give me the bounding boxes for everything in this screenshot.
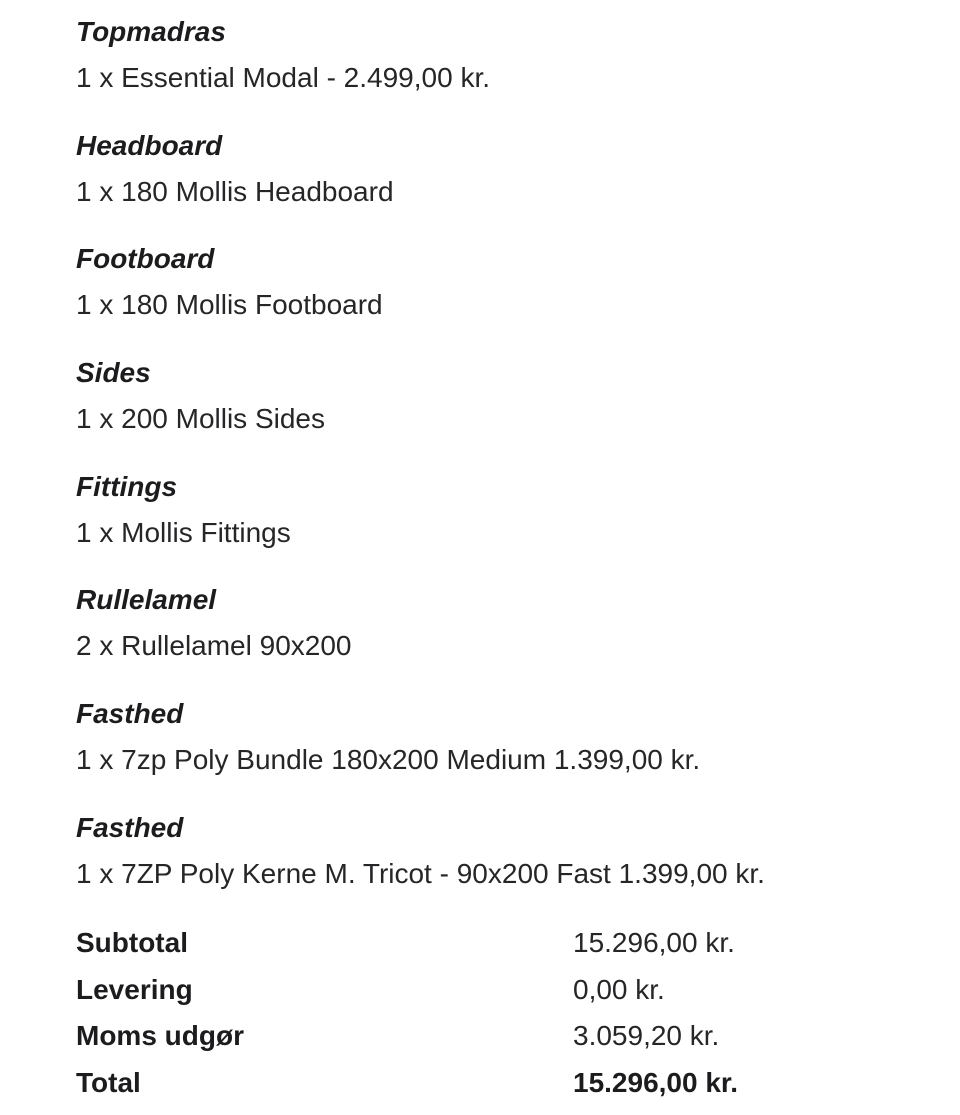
order-line-item: 1 x 7ZP Poly Kerne M. Tricot - 90x200 Fast 1.399,00 kr.: [76, 857, 765, 889]
order-line-item: 1 x 180 Mollis Footboard: [76, 289, 383, 321]
total-value: 15.296,00 kr.: [573, 1066, 739, 1098]
order-section-rullelamel: [76, 581, 936, 695]
order-line-item: 1 x 200 Mollis Sides: [76, 403, 326, 435]
order-section-fasthed-2: [76, 809, 936, 923]
section-title: Footboard: [76, 243, 215, 275]
total-row: [76, 1060, 936, 1107]
order-section-footboard: [76, 240, 936, 354]
order-line-item: 1 x 7zp Poly Bundle 180x200 Medium 1.399,00 kr.: [76, 744, 701, 776]
order-line-item: 2 x Rullelamel 90x200: [76, 630, 352, 662]
vat-value: 3.059,20 kr.: [573, 1020, 720, 1052]
section-title: Headboard: [76, 129, 223, 161]
subtotal-row: [76, 920, 936, 967]
order-section-sides: [76, 354, 936, 468]
order-section-headboard: [76, 127, 936, 241]
order-section-fittings: [76, 468, 936, 582]
order-section-topmadras: [76, 13, 936, 127]
delivery-row: [76, 967, 936, 1014]
order-line-item: 1 x 180 Mollis Headboard: [76, 175, 394, 207]
order-line-item: 1 x Mollis Fittings: [76, 516, 291, 548]
section-title: Fasthed: [76, 811, 184, 843]
section-title: Fittings: [76, 470, 178, 502]
order-totals: [76, 920, 936, 1106]
vat-row: [76, 1013, 936, 1060]
delivery-value: 0,00 kr.: [573, 973, 665, 1005]
delivery-label: Levering: [76, 973, 193, 1005]
order-section-fasthed: [76, 695, 936, 809]
subtotal-label: Subtotal: [76, 927, 188, 959]
subtotal-value: 15.296,00 kr.: [573, 927, 735, 959]
total-label: Total: [76, 1066, 141, 1098]
section-title: Sides: [76, 357, 151, 389]
vat-label: Moms udgør: [76, 1020, 244, 1052]
order-line-item: 1 x Essential Modal - 2.499,00 kr.: [76, 62, 490, 93]
section-title: Rullelamel: [76, 584, 217, 616]
section-title: Topmadras: [76, 16, 226, 47]
section-title: Fasthed: [76, 698, 184, 730]
order-items-list: [76, 13, 936, 923]
